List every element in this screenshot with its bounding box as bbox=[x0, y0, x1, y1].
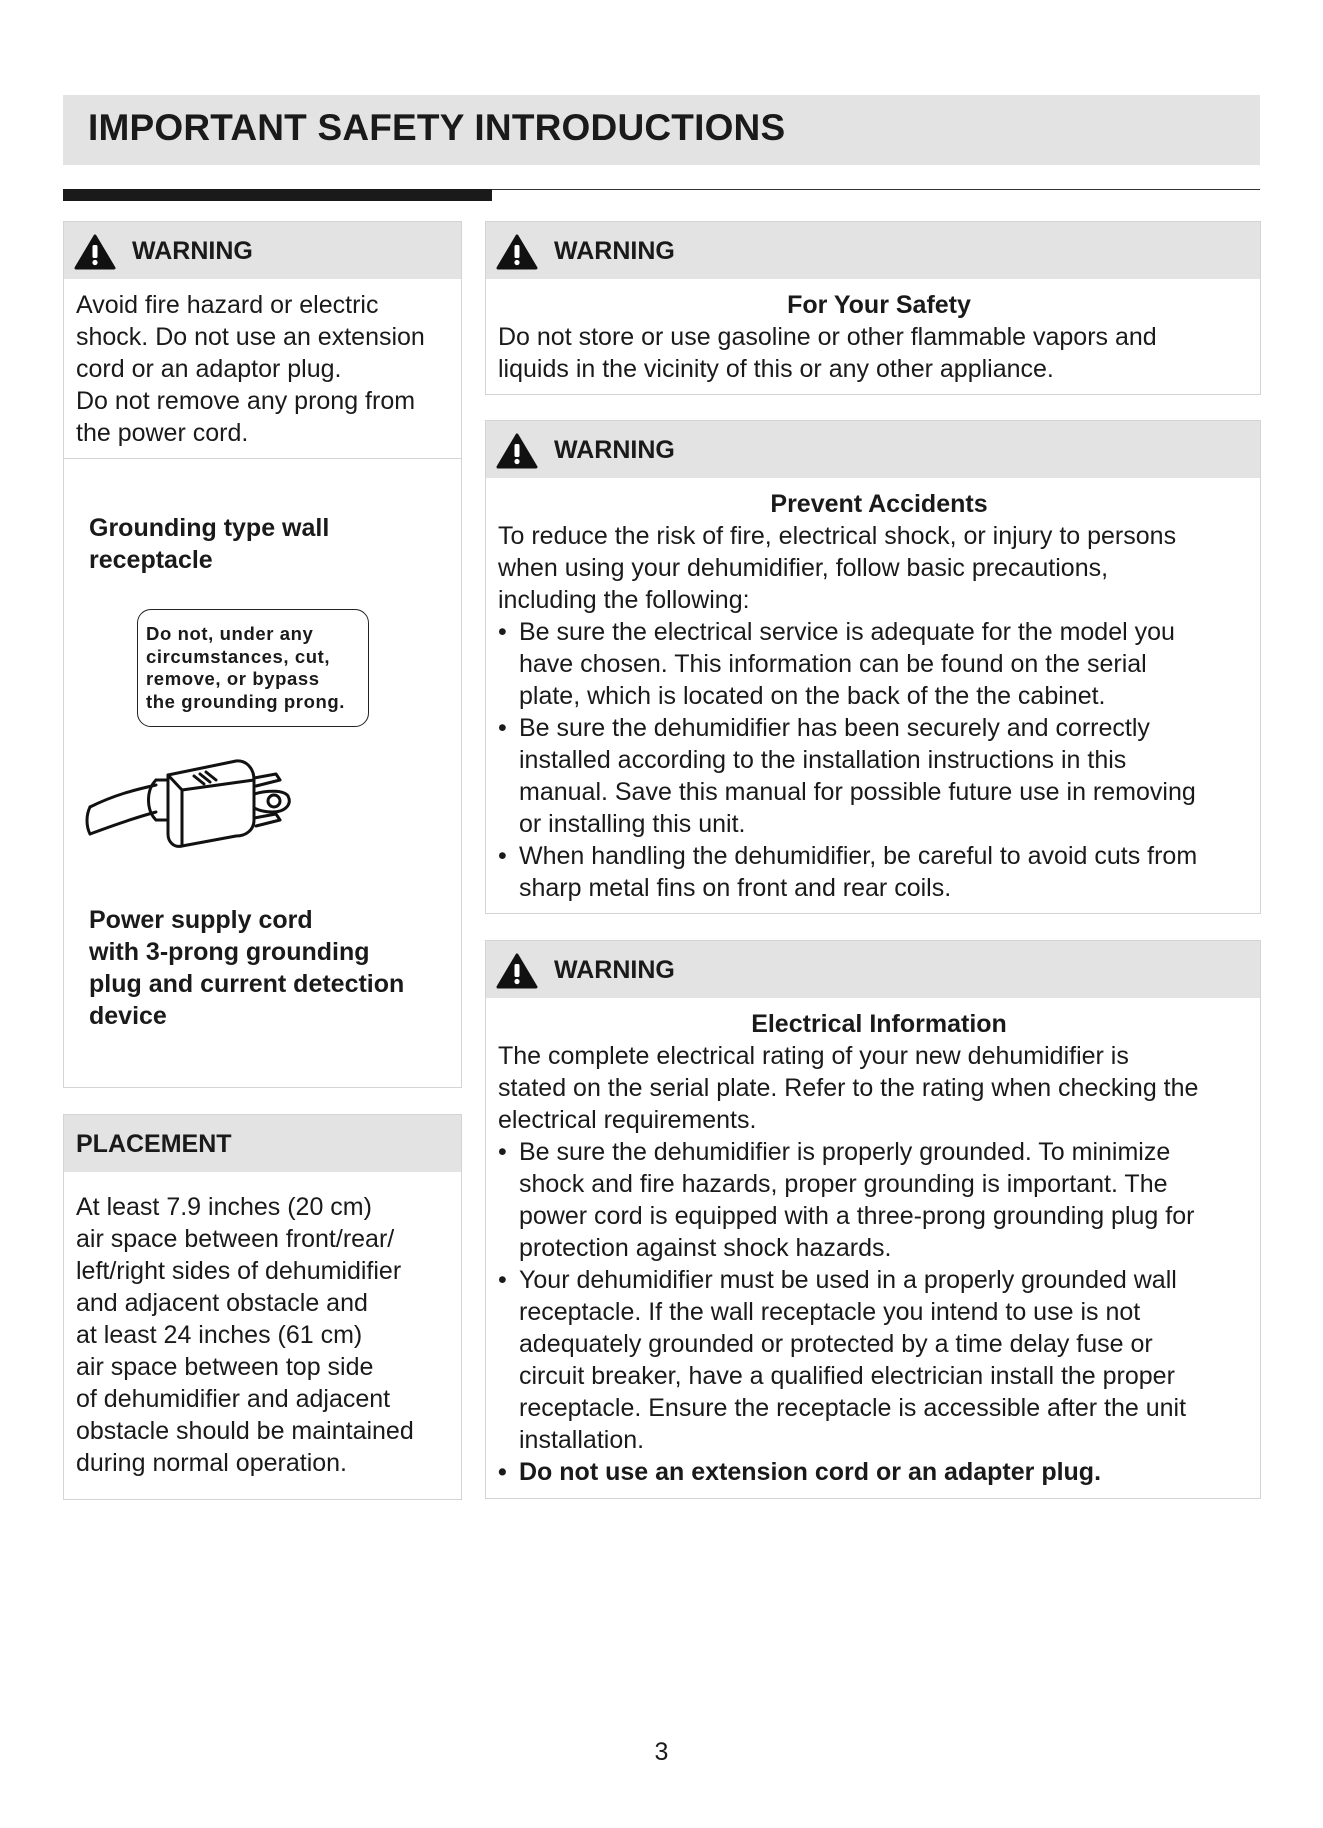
three-prong-plug-icon bbox=[84, 750, 304, 860]
placement-label: PLACEMENT bbox=[76, 1130, 232, 1158]
text-line: Do not remove any prong from bbox=[76, 387, 416, 415]
text-line: • Be sure the electrical service is adequate for the model you bbox=[519, 618, 1175, 646]
list-item-emphasis bbox=[498, 1456, 1260, 1488]
page-title: IMPORTANT SAFETY INTRODUCTIONS bbox=[88, 107, 786, 148]
warning-label: WARNING bbox=[132, 237, 253, 265]
placement-text bbox=[64, 1172, 461, 1479]
label-line: receptacle bbox=[89, 546, 213, 574]
label-line: Grounding type wall bbox=[89, 514, 330, 542]
warning-triangle-icon bbox=[496, 234, 538, 270]
section-subtitle: Electrical Information bbox=[751, 1010, 1007, 1038]
text-line: installed according to the installation instructions in this bbox=[519, 746, 1127, 774]
text-line: including the following: bbox=[498, 586, 750, 614]
warning-triangle-icon bbox=[496, 433, 538, 469]
accidents-text bbox=[486, 478, 1260, 904]
text-line: circuit breaker, have a qualified electrician install the proper bbox=[519, 1362, 1175, 1390]
text-line: cord or an adaptor plug. bbox=[76, 355, 342, 383]
warning-header bbox=[486, 222, 1260, 279]
text-line: during normal operation. bbox=[76, 1449, 347, 1477]
text-line: sharp metal fins on front and rear coils. bbox=[519, 874, 952, 902]
section-subtitle: Prevent Accidents bbox=[770, 490, 988, 518]
callout-line: the grounding prong. bbox=[146, 690, 346, 712]
label-line: device bbox=[89, 1002, 167, 1030]
text-line: shock and fire hazards, proper grounding is important. The bbox=[519, 1170, 1168, 1198]
text-line: when using your dehumidifier, follow basic precautions, bbox=[498, 554, 1109, 582]
text-line: of dehumidifier and adjacent bbox=[76, 1385, 391, 1413]
text-line: adequately grounded or protected by a time delay fuse or bbox=[519, 1330, 1153, 1358]
text-line: protection against shock hazards. bbox=[519, 1234, 892, 1262]
cord-label bbox=[89, 904, 404, 1032]
text-line: The complete electrical rating of your new dehumidifier is bbox=[498, 1042, 1129, 1070]
bullet-list bbox=[498, 616, 1260, 904]
warning-triangle-icon bbox=[74, 234, 116, 270]
electrical-text bbox=[486, 998, 1260, 1488]
warning-header bbox=[486, 941, 1260, 998]
text-line: receptacle. Ensure the receptacle is accessible after the unit bbox=[519, 1394, 1187, 1422]
callout-line: remove, or bypass bbox=[146, 668, 320, 689]
label-line: with 3-prong grounding bbox=[89, 938, 370, 966]
list-item bbox=[498, 712, 1260, 840]
text-line: obstacle should be maintained bbox=[76, 1417, 414, 1445]
text-line: installation. bbox=[519, 1426, 645, 1454]
text-line: • Do not use an extension cord or an adapter plug. bbox=[519, 1458, 1102, 1486]
text-line: manual. Save this manual for possible future use in removing bbox=[519, 778, 1196, 806]
text-line: • Your dehumidifier must be used in a properly grounded wall bbox=[519, 1266, 1177, 1294]
text-line: receptacle. If the wall receptacle you intend to use is not bbox=[519, 1298, 1141, 1326]
text-line: left/right sides of dehumidifier bbox=[76, 1257, 402, 1285]
warning-label: WARNING bbox=[554, 956, 675, 984]
page-number: 3 bbox=[654, 1738, 669, 1766]
text-line: stated on the serial plate. Refer to the rating when checking the bbox=[498, 1074, 1199, 1102]
text-line: air space between top side bbox=[76, 1353, 374, 1381]
warning-header bbox=[64, 222, 461, 279]
warning-label: WARNING bbox=[554, 237, 675, 265]
text-line: To reduce the risk of fire, electrical shock, or injury to persons bbox=[498, 522, 1177, 550]
callout-line: Do not, under any bbox=[146, 623, 314, 644]
label-line: plug and current detection bbox=[89, 970, 405, 998]
receptacle-label bbox=[89, 512, 329, 576]
text-line: shock. Do not use an extension bbox=[76, 323, 425, 351]
safety-text bbox=[486, 279, 1260, 385]
text-line: have chosen. This information can be found on the serial bbox=[519, 650, 1147, 678]
label-line: Power supply cord bbox=[89, 906, 313, 934]
list-item bbox=[498, 616, 1260, 712]
warning-header bbox=[486, 421, 1260, 478]
text-line: At least 7.9 inches (20 cm) bbox=[76, 1193, 372, 1221]
warning-label: WARNING bbox=[554, 436, 675, 464]
text-line: plate, which is located on the back of the the cabinet. bbox=[519, 682, 1106, 710]
list-item bbox=[498, 1136, 1260, 1264]
text-line: or installing this unit. bbox=[519, 810, 746, 838]
left-warning-box bbox=[63, 221, 462, 459]
divider-accent bbox=[63, 189, 492, 201]
placement-box bbox=[63, 1114, 462, 1500]
text-line: and adjacent obstacle and bbox=[76, 1289, 368, 1317]
accidents-warning-box bbox=[485, 420, 1261, 914]
text-line: power cord is equipped with a three-prong grounding plug for bbox=[519, 1202, 1195, 1230]
text-line: liquids in the vicinity of this or any other appliance. bbox=[498, 355, 1054, 383]
callout-line: circumstances, cut, bbox=[146, 645, 331, 667]
warning-text bbox=[64, 279, 461, 449]
text-line: electrical requirements. bbox=[498, 1106, 757, 1134]
text-line: Avoid fire hazard or electric bbox=[76, 291, 379, 319]
text-line: • When handling the dehumidifier, be careful to avoid cuts from bbox=[519, 842, 1198, 870]
list-item bbox=[498, 1264, 1260, 1456]
text-line: • Be sure the dehumidifier is properly grounded. To minimize bbox=[519, 1138, 1171, 1166]
safety-warning-box bbox=[485, 221, 1261, 395]
text-line: at least 24 inches (61 cm) bbox=[76, 1321, 363, 1349]
text-line: • Be sure the dehumidifier has been securely and correctly bbox=[519, 714, 1150, 742]
warning-triangle-icon bbox=[496, 953, 538, 989]
bullet-list bbox=[498, 1136, 1260, 1488]
electrical-warning-box bbox=[485, 940, 1261, 1499]
section-subtitle: For Your Safety bbox=[787, 291, 971, 319]
text-line: Do not store or use gasoline or other flammable vapors and bbox=[498, 323, 1157, 351]
placement-header bbox=[64, 1115, 461, 1172]
grounding-prong-callout bbox=[137, 609, 369, 727]
title-bar bbox=[63, 95, 1260, 165]
list-item bbox=[498, 840, 1260, 904]
text-line: air space between front/rear/ bbox=[76, 1225, 395, 1253]
text-line: the power cord. bbox=[76, 419, 249, 447]
